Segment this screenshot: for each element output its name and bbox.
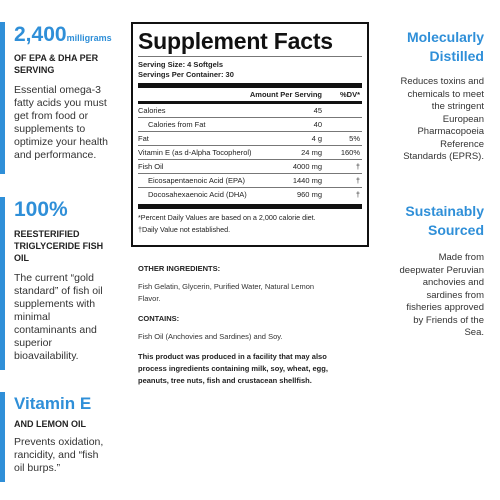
description-line: minimal	[14, 311, 51, 323]
benefit-headline	[407, 28, 484, 66]
description-line: deepwater Peruvian	[399, 264, 484, 276]
facility-line: process ingredients containing milk, soy, wheat, egg,	[138, 364, 328, 373]
description-line: supplements with	[14, 298, 96, 310]
nutrient-amount: 960 mg	[296, 190, 322, 199]
nutrient-label: Eicosapentaenoic Acid (EPA)	[148, 176, 245, 185]
headline-line: Sustainably	[405, 203, 484, 219]
headline-line: Molecularly	[406, 29, 484, 45]
benefit-subtitle-line: AND LEMON OIL	[14, 419, 86, 429]
facility-line: This product was produced in a facility that may also	[138, 352, 327, 361]
headline-line: Distilled	[429, 48, 484, 64]
facts-row	[138, 104, 362, 117]
nutrient-dv: †	[355, 176, 360, 185]
nutrient-dv: 160%	[340, 148, 360, 157]
benefit-description	[14, 436, 134, 475]
nutrient-amount: 1440 mg	[292, 176, 322, 185]
serving-size: Serving Size: 4 Softgels	[138, 60, 224, 69]
dv-footnote: *Percent Daily Values are based on a 2,000 calorie diet.	[138, 213, 316, 222]
accent-bar	[0, 392, 5, 482]
facts-row	[138, 174, 362, 187]
headline-line: Sourced	[427, 222, 484, 238]
left-benefits-column	[0, 0, 125, 500]
description-line: fatty acids you must	[14, 97, 107, 109]
nutrient-label: Calories from Fat	[148, 120, 206, 129]
benefit-subtitle-line: OIL	[14, 253, 29, 263]
description-line: Standards (EPRS).	[403, 151, 484, 162]
contains-label: CONTAINS:	[138, 314, 180, 323]
benefit-description	[372, 76, 484, 164]
description-line: The current “gold	[14, 272, 94, 284]
description-line: Reference	[440, 138, 484, 150]
benefit-vitamin-e	[0, 0, 125, 490]
other-ingredients-label: OTHER INGREDIENTS:	[138, 264, 221, 273]
facility-statement	[138, 351, 370, 387]
other-ingredients	[138, 263, 370, 305]
contains-section	[138, 313, 370, 343]
contains-text: Fish Oil (Anchovies and Sardines) and Soy.	[138, 332, 283, 341]
description-line: anchovies and	[422, 277, 484, 288]
description-line: by Friends of the	[413, 314, 484, 326]
benefit-description	[372, 252, 484, 340]
description-line: get from food or	[14, 110, 89, 122]
nutrient-label: Calories	[138, 106, 166, 115]
epa-dha-amount: 2,400	[14, 23, 67, 46]
amount-column-header: Amount Per Serving	[249, 90, 322, 99]
right-benefits-column	[378, 0, 500, 500]
supplement-facts-panel	[131, 22, 369, 247]
dv-column-header: %DV*	[339, 90, 360, 99]
facility-line: peanuts, tree nuts, fish and crustacean shellfish.	[138, 376, 312, 385]
benefit-subtitle-line: TRIGLYCERIDE FISH	[14, 241, 104, 251]
nutrient-amount: 4000 mg	[292, 162, 322, 171]
nutrient-label: Fat	[138, 134, 149, 143]
benefit-subtitle-line: REESTERIFIED	[14, 229, 80, 239]
description-line: supplements to	[14, 123, 86, 135]
other-ingredients-text: Fish Gelatin, Glycerin, Purified Water, Natural Lemon	[138, 282, 315, 291]
nutrient-amount: 4 g	[311, 134, 322, 143]
description-line: rancidity, and “fish	[14, 449, 99, 461]
facts-header-row	[138, 88, 362, 101]
description-line: Sea.	[464, 327, 484, 338]
description-line: European	[442, 113, 484, 125]
description-line: bioavailability.	[14, 350, 79, 362]
epa-dha-unit: milligrams	[66, 33, 112, 43]
facts-title: Supplement Facts	[138, 28, 333, 54]
nutrient-amount: 45	[313, 106, 322, 115]
nutrient-label: Docosahexaenoic Acid (DHA)	[148, 190, 247, 199]
description-line: the stringent	[431, 101, 484, 112]
description-line: superior	[14, 337, 52, 349]
description-line: optimize your health	[14, 136, 108, 148]
description-line: Essential omega-3	[14, 84, 101, 96]
description-line: fisheries approved	[406, 302, 484, 313]
facts-row	[138, 188, 362, 201]
divider-thick	[138, 204, 362, 209]
benefit-headline: Vitamin E	[14, 394, 92, 413]
benefit-subtitle-line: SERVING	[14, 65, 55, 75]
benefit-subtitle-line: OF EPA & DHA PER	[14, 53, 99, 63]
description-line: Made from	[438, 252, 484, 263]
description-line: sardines from	[426, 289, 484, 301]
description-line: oil burps.”	[14, 462, 61, 474]
facts-row	[138, 146, 362, 159]
description-line: Prevents oxidation,	[14, 436, 104, 448]
description-line: Reduces toxins and	[400, 76, 484, 87]
benefit-headline: 100%	[14, 198, 68, 221]
facts-row	[138, 160, 362, 173]
nutrient-amount: 40	[313, 120, 322, 129]
nutrient-label: Fish Oil	[138, 162, 164, 171]
description-line: chemicals to meet	[407, 88, 484, 100]
facts-row	[138, 132, 362, 145]
facts-row	[138, 118, 362, 131]
nutrient-dv: 5%	[349, 134, 360, 143]
nutrient-amount: 24 mg	[301, 148, 322, 157]
description-line: and performance.	[14, 149, 97, 161]
divider	[138, 56, 362, 57]
description-line: Pharmacopoeia	[417, 126, 484, 137]
servings-per-container: Servings Per Container: 30	[138, 70, 234, 79]
nutrient-dv: †	[355, 162, 360, 171]
benefit-headline	[405, 202, 484, 240]
description-line: contaminants and	[14, 324, 97, 336]
nutrient-label: Vitamin E (as d-Alpha Tocopherol)	[138, 148, 252, 157]
nutrient-dv: †	[355, 190, 360, 199]
description-line: standard” of fish oil	[14, 285, 103, 297]
other-ingredients-text: Flavor.	[138, 294, 161, 303]
dagger-footnote: †Daily Value not established.	[138, 225, 231, 234]
